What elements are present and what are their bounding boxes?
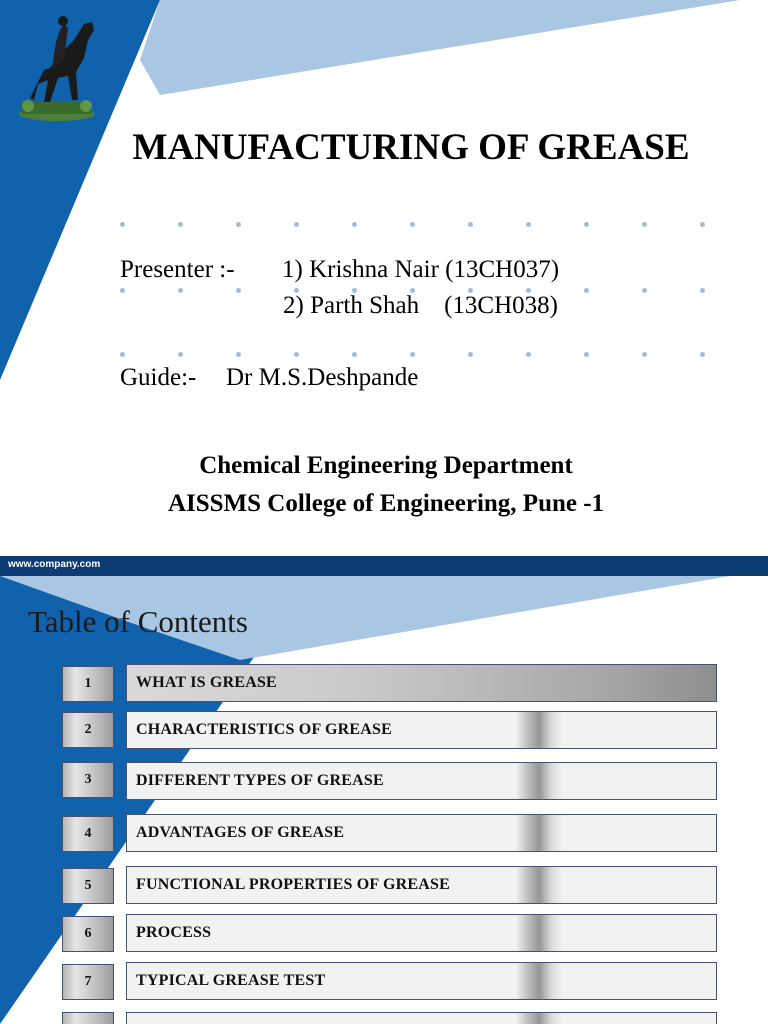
dot-divider <box>110 222 710 228</box>
equestrian-statue-icon <box>14 10 100 122</box>
toc-number: 7 <box>62 964 114 1000</box>
guide-label: Guide:- <box>120 364 197 391</box>
toc-item-advantages[interactable]: ADVANTAGES OF GREASE <box>126 814 717 852</box>
slide-background <box>0 576 768 1024</box>
presenter-2: 2) Parth Shah (13CH038) <box>283 292 558 319</box>
footer-url: www.company.com <box>8 559 101 570</box>
toc-item-functional-properties[interactable]: FUNCTIONAL PROPERTIES OF GREASE <box>126 866 717 904</box>
toc-item-what-is-grease[interactable]: WHAT IS GREASE <box>126 664 717 702</box>
footer-bar <box>0 556 768 576</box>
guide-name: Dr M.S.Deshpande <box>226 364 419 391</box>
toc-number: 4 <box>62 816 114 852</box>
dot-divider <box>110 352 710 358</box>
toc-number <box>62 1012 114 1024</box>
toc-number: 3 <box>62 762 114 798</box>
department-name: Chemical Engineering Department <box>199 452 573 479</box>
light-blue-band <box>140 0 740 95</box>
toc-item-types[interactable]: DIFFERENT TYPES OF GREASE <box>126 762 717 800</box>
toc-item-process[interactable]: PROCESS <box>126 914 717 952</box>
presenter-label: Presenter :- <box>120 256 235 283</box>
toc-number: 1 <box>62 666 114 702</box>
toc-number: 5 <box>62 868 114 904</box>
slide-title: MANUFACTURING OF GREASE <box>132 127 690 168</box>
toc-title: Table of Contents <box>28 604 248 639</box>
toc-item-grease-test[interactable]: TYPICAL GREASE TEST <box>126 962 717 1000</box>
toc-item-characteristics[interactable]: CHARACTERISTICS OF GREASE <box>126 711 717 749</box>
toc-slide <box>0 576 768 1024</box>
toc-number: 2 <box>62 712 114 748</box>
toc-item-partial[interactable] <box>126 1012 717 1024</box>
college-name: AISSMS College of Engineering, Pune -1 <box>167 490 605 517</box>
presenter-1: 1) Krishna Nair (13CH037) <box>282 256 560 283</box>
toc-number: 6 <box>62 916 114 952</box>
